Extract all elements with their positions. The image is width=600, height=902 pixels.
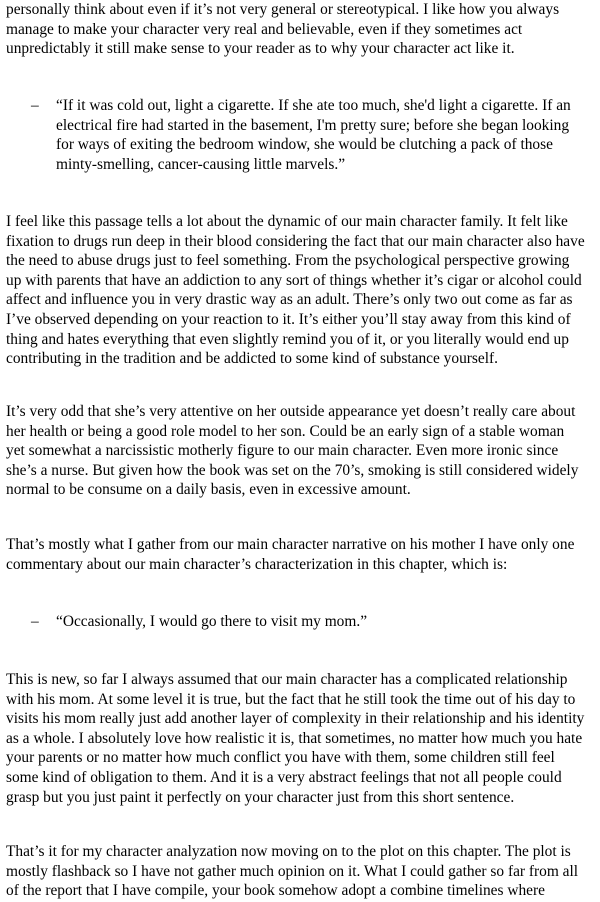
quote-text (56, 96, 596, 174)
text-line: affect and influence you in very drastic way as an adult. There’s only two out come as far as (6, 291, 573, 309)
text-line: minty-smelling, cancer-causing little marvels.” (56, 155, 346, 173)
text-line: her health or being a good role model to her son. Could be an early sign of a stable woman (6, 422, 565, 440)
text-line: she’s a nurse. But given how the book was set on the 70’s, smoking is still considered widely (6, 461, 579, 479)
text-line: up with parents that have an addiction to any sort of things whether it’s cigar or alcohol could (6, 271, 582, 289)
text-line: your parents or no matter how much conflict you have with them, some children still feel (6, 749, 555, 767)
text-line: unpredictably it still make sense to your reader as to why your character act like it. (6, 40, 515, 58)
text-line: normal to be consume on a daily basis, even in excessive amount. (6, 481, 411, 499)
bullet-dash: – (31, 97, 39, 114)
text-line: commentary about our main character’s characterization in this chapter, which is: (6, 555, 508, 573)
text-line: It’s very odd that she’s very attentive on her outside appearance yet doesn’t really care about (6, 403, 576, 420)
text-line: of the report that I have compile, your book somehow adopt a combine timelines where (6, 882, 545, 900)
text-line: personally think about even if it’s not very general or stereotypical. I like how you always (6, 1, 560, 18)
paragraph-plot-intro (6, 842, 596, 901)
text-line: for ways of exiting the bedroom window, she would be clutching a pack of those (56, 136, 553, 154)
text-line: I’ve observed depending on your reaction to it. It’s either you’ll stay away from this kind of (6, 310, 571, 328)
text-line: That’s it for my character analyzation now moving on to the plot on this chapter. The plot is (6, 843, 571, 860)
text-line: yet somewhat a narcissistic motherly figure to our main character. Even more ironic since (6, 442, 559, 460)
text-line: “If it was cold out, light a cigarette. If she ate too much, she'd light a cigarette. If an (56, 97, 571, 114)
text-line: “Occasionally, I would go there to visit my mom.” (56, 613, 368, 630)
text-line: This is new, so far I always assumed that our main character has a complicated relationship (6, 671, 568, 688)
paragraph-character-believability (6, 0, 596, 59)
text-line: contributing in the tradition and be addicted to some kind of substance yourself. (6, 350, 498, 368)
paragraph-family-dynamic (6, 212, 596, 369)
text-line: with his mom. At some level it is true, but the fact that he still took the time out of his day to (6, 690, 576, 708)
text-line: grasp but you just paint it perfectly on your character just from this short sentence. (6, 788, 515, 806)
paragraph-relationship (6, 670, 596, 807)
text-line: visits his mom really just add another layer of complexity in their relationship and his identity (6, 710, 585, 728)
text-line: thing and hates everything that even slightly remind you of it, or you literally would end up (6, 330, 569, 348)
paragraph-mother-appearance (6, 402, 596, 500)
text-line: some kind of obligation to them. And it is a very abstract feelings that not all people could (6, 768, 562, 786)
bullet-dash: – (31, 613, 39, 630)
text-line: That’s mostly what I gather from our main character narrative on his mother I have only one (6, 536, 575, 553)
text-line: fixation to drugs run deep in their blood considering the fact that our main character also have (6, 232, 585, 250)
text-line: manage to make your character very real and believable, even if they sometimes act (6, 20, 523, 38)
text-line: electrical fire had started in the basement, I'm pretty sure; before she began looking (56, 116, 570, 134)
text-line: as a whole. I absolutely love how realistic it is, that sometimes, no matter how much you hate (6, 729, 583, 747)
paragraph-narrative-summary (6, 535, 596, 574)
text-line: the need to abuse drugs just to feel something. From the psychological perspective growing (6, 252, 570, 270)
quote-text (56, 612, 596, 632)
text-line: mostly flashback so I have not gather much opinion on it. What I could gather so far from all (6, 862, 579, 880)
text-line: I feel like this passage tells a lot about the dynamic of our main character family. It felt like (6, 213, 568, 230)
